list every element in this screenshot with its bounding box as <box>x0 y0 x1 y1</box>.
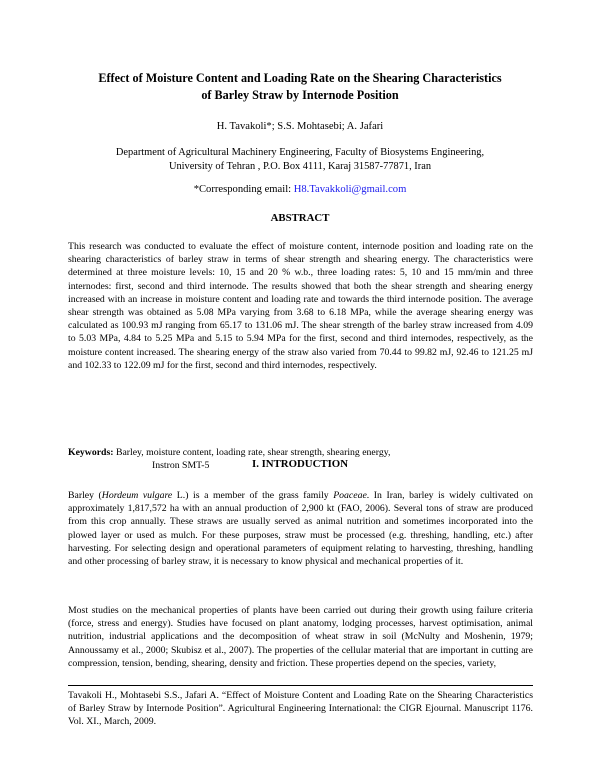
abstract-heading: ABSTRACT <box>270 212 330 224</box>
intro-p1-b: L.) is a member of the grass family <box>172 490 334 501</box>
citation-footer: Tavakoli H., Mohtasebi S.S., Jafari A. “Effect of Moisture Content and Loading Rate on the Shearing Characteristics of Barley Straw by Internode Position”. Agricultural Engineering International: the CIGR Ejournal. Manuscript 1176. Vol. XI., March, 2009. <box>68 690 533 728</box>
keywords-line-1: Barley, moisture content, loading rate, shear strength, shearing energy, <box>113 447 391 458</box>
affiliation-line-1: Department of Agricultural Machinery Engineering, Faculty of Biosystems Engineering, <box>115 147 485 158</box>
family-name: Poaceae <box>333 490 367 501</box>
title-line-2: of Barley Straw by Internode Position <box>201 88 399 102</box>
affiliation-line-2: University of Tehran , P.O. Box 4111, Karaj 31587-77871, Iran <box>168 161 432 172</box>
species-name: Hordeum vulgare <box>101 490 173 501</box>
introduction-heading: I. INTRODUCTION <box>252 458 348 470</box>
intro-p1-a: Barley ( <box>68 490 102 501</box>
footer-divider <box>68 685 533 686</box>
title-line-1: Effect of Moisture Content and Loading Rate on the Shearing Characteristics <box>98 71 502 85</box>
email-label: *Corresponding email: <box>193 184 294 195</box>
abstract-text: This research was conducted to evaluate the effect of moisture content, internode position and loading rate on the shearing characteristics of barley straw in terms of shear strength and shearing energy. The characteristics were determined at three moisture levels: 10, 15 and 20 % w.b., three loading rates: 5, 10 and 15 mm/min and three internodes: first, second and third internode. The results showed that both the shear strength and shearing energy increased with an increase in moisture content and loading rate and towards the third internode position. The average shear strength was obtained as 5.08 MPa varying from 3.68 to 6.18 MPa, while the average shearing energy was calculated as 100.93 mJ ranging from 65.17 to 131.06 mJ. The shear strength of the barley straw increased from 4.09 to 5.03 MPa, 4.84 to 5.25 MPa and 5.15 to 5.94 MPa for the first, second and third internodes, respectively, as the moisture content increased. The shearing energy of the straw also varied from 70.44 to 99.82 mJ, 92.46 to 121.25 mJ and 102.33 to 122.09 mJ for the first, second and third internodes, respectively. <box>68 241 533 371</box>
affiliation <box>0 146 600 174</box>
keywords-line-2: Instron SMT-5 <box>152 460 210 471</box>
introduction-paragraph-2: Most studies on the mechanical properties of plants have been carried out during their growth using failure criteria (force, stress and energy). Studies have focused on plant anatomy, lodging processes, harvest optimisation, animal nutrition, industrial applications and the decomposition of wheat straw in soil (McNulty and Moshenin, 1979; Annoussamy et al., 2000; Skubisz et al., 2007). The properties of the cellular material that are important in cutting are compression, tension, bending, shearing, density and friction. These properties depend on the species, variety, <box>68 605 533 669</box>
email-link[interactable]: H8.Tavakkoli@gmail.com <box>293 184 407 195</box>
corresponding-email <box>0 184 600 195</box>
keywords-label: Keywords: <box>68 447 114 458</box>
introduction-paragraph-1 <box>68 489 533 568</box>
intro-p1-c: . In Iran, barley is widely cultivated on approximately 1,817,572 ha with an annual production of 2,900 kt (FAO, 2006). Several tons of straw are produced from this crop annually. These straws are usually served as animal nutrition and sometimes incorporated into the plowed layer or used as mulch. For these purposes, straw must be processed (e.g. threshing, handling, etc.) after harvesting. For selecting design and operational parameters of equipment relating to harvesting, threshing, handling and other processing of barley straw, it is necessary to know physical and mechanical properties of it. <box>68 490 533 568</box>
paper-title <box>0 70 600 104</box>
author-list: H. Tavakoli*; S.S. Mohtasebi; A. Jafari <box>216 121 384 132</box>
